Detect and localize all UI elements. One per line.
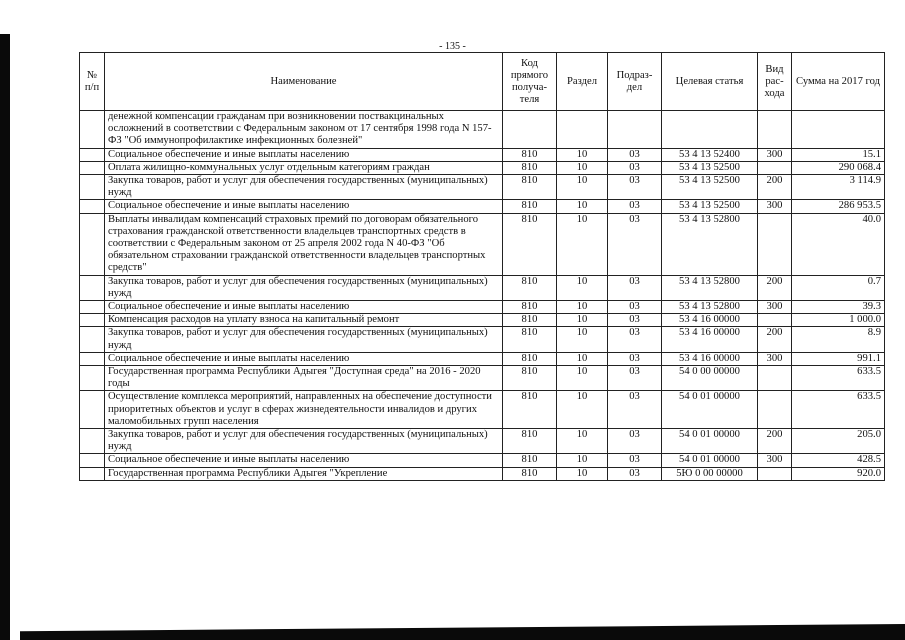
- row-target-cell: 53 4 16 00000: [662, 352, 758, 365]
- row-code-cell: 810: [503, 454, 557, 467]
- row-sum-cell: 39.3: [792, 301, 885, 314]
- table-body: [80, 111, 885, 481]
- row-sum-cell: 633.5: [792, 366, 885, 391]
- row-target-cell: 53 4 13 52500: [662, 161, 758, 174]
- row-subsection-cell: 03: [608, 200, 662, 213]
- scan-edge-bottom: [20, 624, 905, 640]
- row-exptype-cell: [758, 391, 792, 429]
- row-section-cell: 10: [557, 314, 608, 327]
- row-name-cell: Закупка товаров, работ и услуг для обеспечения государственных (муниципальных) нужд: [105, 275, 503, 300]
- row-section-cell: 10: [557, 366, 608, 391]
- row-section-cell: 10: [557, 352, 608, 365]
- row-sum-cell: 205.0: [792, 429, 885, 454]
- col-header-name: Наименование: [105, 53, 503, 111]
- row-exptype-cell: 300: [758, 148, 792, 161]
- row-num-cell: [80, 200, 105, 213]
- row-section-cell: 10: [557, 213, 608, 275]
- row-name-cell: Социальное обеспечение и иные выплаты населению: [105, 352, 503, 365]
- row-code-cell: 810: [503, 314, 557, 327]
- row-section-cell: 10: [557, 327, 608, 352]
- row-code-cell: 810: [503, 366, 557, 391]
- row-code-cell: 810: [503, 148, 557, 161]
- row-exptype-cell: [758, 111, 792, 149]
- table-row: [80, 352, 885, 365]
- row-code-cell: 810: [503, 352, 557, 365]
- row-exptype-cell: 200: [758, 275, 792, 300]
- table-row: [80, 429, 885, 454]
- row-subsection-cell: 03: [608, 275, 662, 300]
- row-target-cell: 53 4 13 52800: [662, 301, 758, 314]
- row-subsection-cell: 03: [608, 391, 662, 429]
- row-num-cell: [80, 148, 105, 161]
- row-exptype-cell: [758, 314, 792, 327]
- row-section-cell: [557, 111, 608, 149]
- page-number: - 135 -: [439, 41, 466, 52]
- row-sum-cell: 920.0: [792, 467, 885, 480]
- row-exptype-cell: 300: [758, 454, 792, 467]
- row-target-cell: 53 4 13 52800: [662, 275, 758, 300]
- row-name-cell: Социальное обеспечение и иные выплаты населению: [105, 454, 503, 467]
- row-subsection-cell: 03: [608, 314, 662, 327]
- row-section-cell: 10: [557, 175, 608, 200]
- row-num-cell: [80, 454, 105, 467]
- row-exptype-cell: [758, 467, 792, 480]
- row-exptype-cell: [758, 213, 792, 275]
- row-code-cell: 810: [503, 429, 557, 454]
- table-row: [80, 314, 885, 327]
- row-target-cell: 54 0 01 00000: [662, 391, 758, 429]
- table-row: [80, 175, 885, 200]
- row-subsection-cell: 03: [608, 467, 662, 480]
- row-exptype-cell: 300: [758, 301, 792, 314]
- row-subsection-cell: 03: [608, 454, 662, 467]
- col-header-target: Целевая статья: [662, 53, 758, 111]
- row-code-cell: 810: [503, 213, 557, 275]
- row-sum-cell: 428.5: [792, 454, 885, 467]
- row-num-cell: [80, 391, 105, 429]
- row-code-cell: 810: [503, 327, 557, 352]
- row-exptype-cell: 200: [758, 327, 792, 352]
- row-sum-cell: 286 953.5: [792, 200, 885, 213]
- row-num-cell: [80, 301, 105, 314]
- row-exptype-cell: 300: [758, 200, 792, 213]
- col-header-num: № п/п: [80, 53, 105, 111]
- row-code-cell: 810: [503, 161, 557, 174]
- row-num-cell: [80, 327, 105, 352]
- row-subsection-cell: 03: [608, 175, 662, 200]
- row-num-cell: [80, 314, 105, 327]
- row-subsection-cell: 03: [608, 429, 662, 454]
- row-code-cell: 810: [503, 391, 557, 429]
- row-name-cell: Компенсация расходов на уплату взноса на капитальный ремонт: [105, 314, 503, 327]
- row-subsection-cell: 03: [608, 213, 662, 275]
- row-num-cell: [80, 467, 105, 480]
- table-row: [80, 391, 885, 429]
- row-name-cell: Социальное обеспечение и иные выплаты населению: [105, 200, 503, 213]
- row-code-cell: 810: [503, 301, 557, 314]
- row-target-cell: 53 4 16 00000: [662, 327, 758, 352]
- table-row: [80, 148, 885, 161]
- row-section-cell: 10: [557, 391, 608, 429]
- row-code-cell: [503, 111, 557, 149]
- row-sum-cell: 15.1: [792, 148, 885, 161]
- row-target-cell: 53 4 13 52400: [662, 148, 758, 161]
- row-exptype-cell: 200: [758, 429, 792, 454]
- table-row: [80, 161, 885, 174]
- row-subsection-cell: 03: [608, 301, 662, 314]
- col-header-subsection: Подраз-дел: [608, 53, 662, 111]
- row-name-cell: Государственная программа Республики Адыгея "Укрепление: [105, 467, 503, 480]
- table-row: [80, 111, 885, 149]
- row-name-cell: Социальное обеспечение и иные выплаты населению: [105, 301, 503, 314]
- row-subsection-cell: 03: [608, 352, 662, 365]
- row-section-cell: 10: [557, 200, 608, 213]
- row-subsection-cell: 03: [608, 366, 662, 391]
- row-num-cell: [80, 429, 105, 454]
- row-section-cell: 10: [557, 429, 608, 454]
- row-sum-cell: 0.7: [792, 275, 885, 300]
- row-sum-cell: 8.9: [792, 327, 885, 352]
- row-subsection-cell: 03: [608, 327, 662, 352]
- table-row: [80, 200, 885, 213]
- row-code-cell: 810: [503, 467, 557, 480]
- row-sum-cell: [792, 111, 885, 149]
- row-sum-cell: 991.1: [792, 352, 885, 365]
- row-sum-cell: 3 114.9: [792, 175, 885, 200]
- row-section-cell: 10: [557, 148, 608, 161]
- row-section-cell: 10: [557, 454, 608, 467]
- row-section-cell: 10: [557, 161, 608, 174]
- row-exptype-cell: [758, 366, 792, 391]
- row-target-cell: 53 4 13 52500: [662, 175, 758, 200]
- budget-table: [79, 52, 885, 481]
- table-row: [80, 213, 885, 275]
- table-row: [80, 454, 885, 467]
- row-name-cell: денежной компенсации гражданам при возникновении поствакцинальных осложнений в соответствии с Федеральным законом от 17 сентября 1998 года N 157-ФЗ "Об иммунопрофилактике инфекционных болезней": [105, 111, 503, 149]
- row-num-cell: [80, 352, 105, 365]
- row-subsection-cell: 03: [608, 148, 662, 161]
- row-code-cell: 810: [503, 175, 557, 200]
- row-target-cell: 53 4 13 52800: [662, 213, 758, 275]
- row-exptype-cell: [758, 161, 792, 174]
- row-name-cell: Социальное обеспечение и иные выплаты населению: [105, 148, 503, 161]
- row-num-cell: [80, 175, 105, 200]
- col-header-sum: Сумма на 2017 год: [792, 53, 885, 111]
- col-header-code: Код прямого получа-теля: [503, 53, 557, 111]
- row-sum-cell: 40.0: [792, 213, 885, 275]
- row-section-cell: 10: [557, 301, 608, 314]
- row-sum-cell: 633.5: [792, 391, 885, 429]
- table-row: [80, 275, 885, 300]
- row-code-cell: 810: [503, 275, 557, 300]
- row-name-cell: Государственная программа Республики Адыгея "Доступная среда" на 2016 - 2020 годы: [105, 366, 503, 391]
- row-num-cell: [80, 111, 105, 149]
- col-header-section: Раздел: [557, 53, 608, 111]
- row-target-cell: 53 4 13 52500: [662, 200, 758, 213]
- table-row: [80, 366, 885, 391]
- row-num-cell: [80, 161, 105, 174]
- row-num-cell: [80, 366, 105, 391]
- row-name-cell: Оплата жилищно-коммунальных услуг отдельным категориям граждан: [105, 161, 503, 174]
- row-name-cell: Осуществление комплекса мероприятий, направленных на обеспечение доступности приоритетных объектов и услуг в сферах жизнедеятельности инвалидов и других маломобильных групп населения: [105, 391, 503, 429]
- row-target-cell: 54 0 01 00000: [662, 429, 758, 454]
- row-num-cell: [80, 213, 105, 275]
- row-target-cell: 53 4 16 00000: [662, 314, 758, 327]
- row-target-cell: 54 0 00 00000: [662, 366, 758, 391]
- table-row: [80, 327, 885, 352]
- row-sum-cell: 1 000.0: [792, 314, 885, 327]
- row-name-cell: Закупка товаров, работ и услуг для обеспечения государственных (муниципальных) нужд: [105, 327, 503, 352]
- table-row: [80, 467, 885, 480]
- row-num-cell: [80, 275, 105, 300]
- row-sum-cell: 290 068.4: [792, 161, 885, 174]
- table-header-row: [80, 53, 885, 111]
- row-target-cell: [662, 111, 758, 149]
- row-subsection-cell: [608, 111, 662, 149]
- row-section-cell: 10: [557, 467, 608, 480]
- row-exptype-cell: 200: [758, 175, 792, 200]
- scan-edge-left: [0, 34, 10, 640]
- row-target-cell: 54 0 01 00000: [662, 454, 758, 467]
- row-code-cell: 810: [503, 200, 557, 213]
- row-section-cell: 10: [557, 275, 608, 300]
- row-name-cell: Выплаты инвалидам компенсаций страховых премий по договорам обязательного страхования гражданской ответственности владельцев транспортных средств в соответствии с Федеральным законом от 25 апреля 2002 года N 40-ФЗ "Об обязательном страховании гражданской ответственности владельцев транспортных средств": [105, 213, 503, 275]
- row-name-cell: Закупка товаров, работ и услуг для обеспечения государственных (муниципальных) нужд: [105, 429, 503, 454]
- row-subsection-cell: 03: [608, 161, 662, 174]
- table-row: [80, 301, 885, 314]
- row-exptype-cell: 300: [758, 352, 792, 365]
- row-target-cell: 5Ю 0 00 00000: [662, 467, 758, 480]
- row-name-cell: Закупка товаров, работ и услуг для обеспечения государственных (муниципальных) нужд: [105, 175, 503, 200]
- col-header-exptype: Вид рас-хода: [758, 53, 792, 111]
